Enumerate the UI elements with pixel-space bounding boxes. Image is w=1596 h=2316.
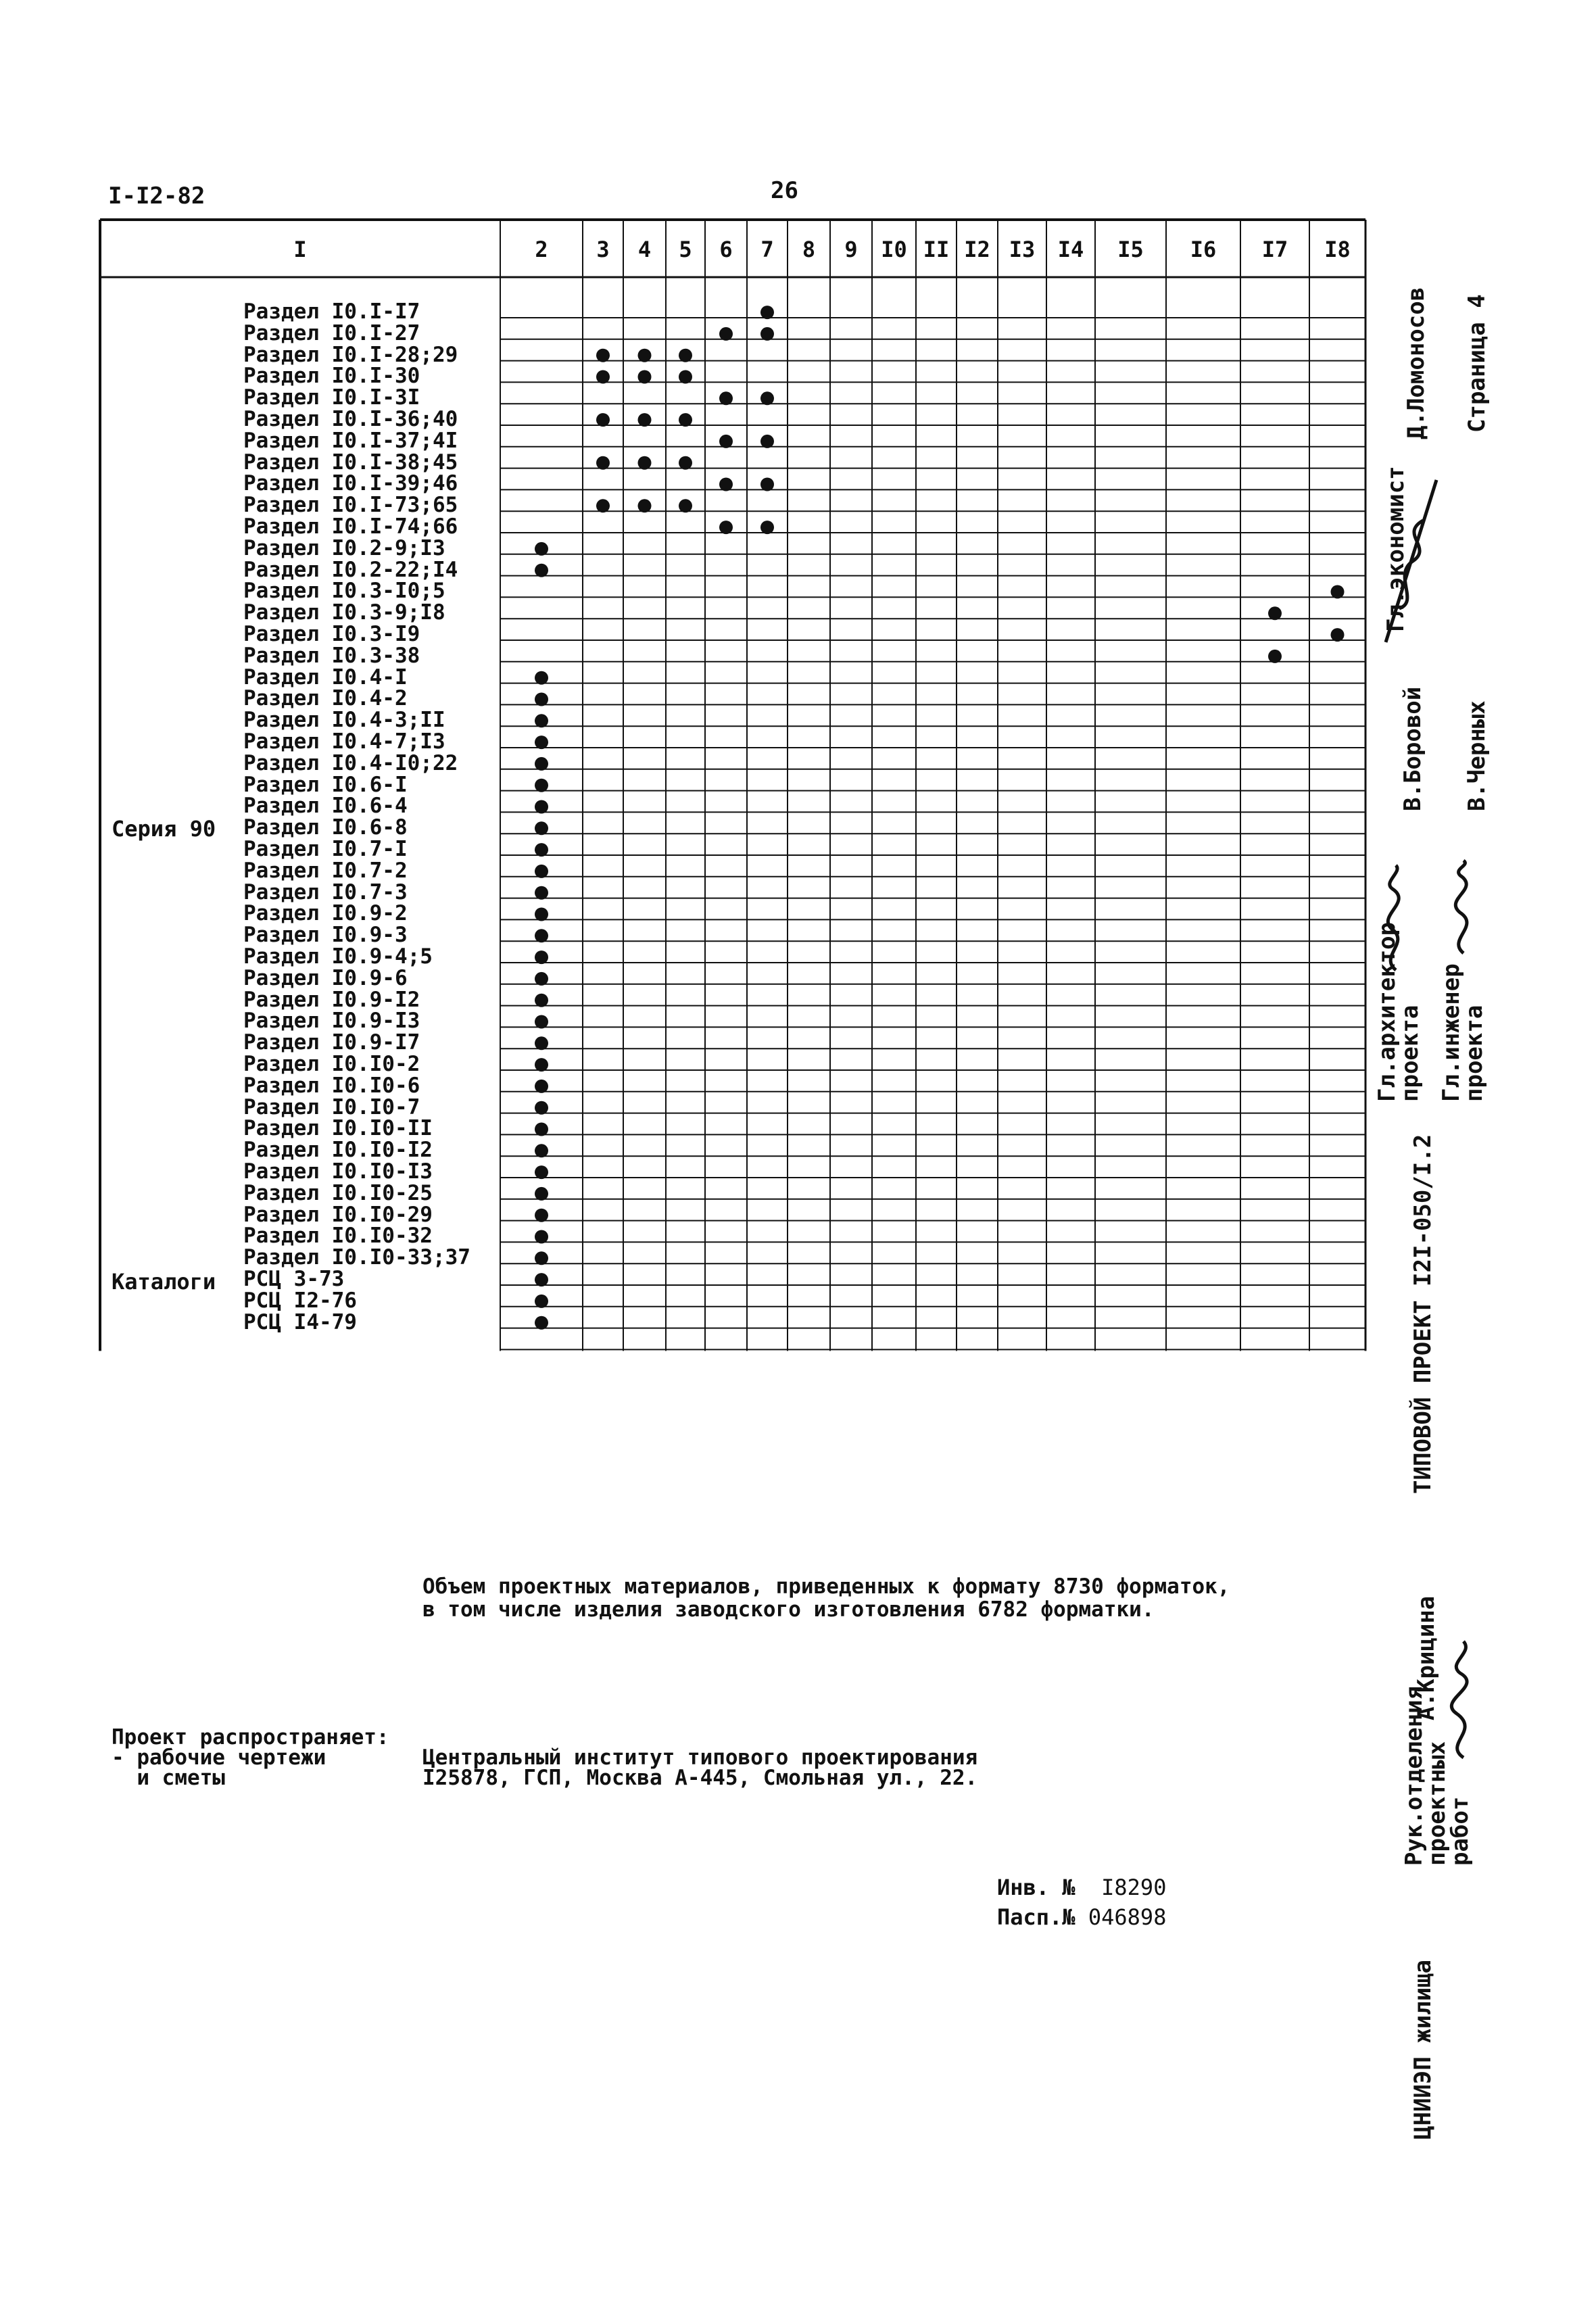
org-address: I25878, ГСП, Москва А-445, Смольная ул., 22. [422, 1766, 978, 1790]
table-mark-dot [535, 1144, 548, 1157]
table-row-label: Раздел I0.4-I0;22 [243, 750, 458, 775]
stamp-institute: ЦНИИЭП жилища [1409, 1959, 1436, 2140]
table-mark-dot [596, 499, 610, 512]
table-mark-dot [535, 757, 548, 771]
table-row-label: Раздел I0.I-73;65 [243, 493, 458, 518]
table-mark-dot [535, 1273, 548, 1286]
volume-note-line2: в том числе изделия заводского изготовления 6782 форматки. [422, 1597, 1155, 1622]
table-row-label: Раздел I0.9-I2 [243, 987, 420, 1012]
table-row-label: Раздел I0.I0-25 [243, 1180, 433, 1205]
doc-code: I-I2-82 [108, 183, 205, 210]
column-header: 9 [844, 237, 858, 262]
distribution-block [112, 1727, 389, 1788]
column-header: I4 [1057, 237, 1084, 262]
table-row-label: Раздел I0.I-30 [243, 364, 420, 389]
table-mark-dot [719, 391, 733, 405]
column-header: I [293, 237, 307, 262]
inventory-block [997, 1873, 1166, 1932]
table-row-label: Раздел I0.3-9;I8 [243, 600, 445, 625]
table-mark-dot [638, 413, 652, 427]
inv-value: I8290 [1101, 1875, 1167, 1900]
distribution-heading: Проект распространяет: [112, 1725, 389, 1750]
table-mark-dot [535, 1316, 548, 1330]
stamp-architect-title: Гл.архитектор проекта [1374, 921, 1424, 1102]
table-mark-dot [760, 327, 774, 341]
table-row-label: Раздел I0.9-3 [243, 923, 408, 948]
table-mark-dot [638, 456, 652, 470]
table-mark-dot [535, 779, 548, 792]
table-row-label: Раздел I0.7-3 [243, 879, 408, 904]
table-row-label: Раздел I0.6-8 [243, 815, 408, 840]
column-header: 6 [719, 237, 733, 262]
distribution-item-drawings: - рабочие чертежи [112, 1745, 327, 1770]
table-row-label: Раздел I0.I-28;29 [243, 342, 458, 367]
table-mark-dot [719, 478, 733, 491]
stamp-engineer-name: В.Черных [1464, 700, 1491, 811]
table-mark-dot [535, 1080, 548, 1093]
table-mark-dot [638, 370, 652, 384]
stamp-page-label: Страница 4 [1464, 294, 1491, 433]
table-row-label: Раздел I0.I0-6 [243, 1073, 420, 1098]
table-mark-dot [596, 370, 610, 384]
table-mark-dot [596, 349, 610, 362]
org-name: Центральный институт типового проектирования [422, 1745, 978, 1770]
table-mark-dot [535, 1015, 548, 1029]
table-mark-dot [596, 456, 610, 470]
table-mark-dot [679, 370, 692, 384]
table-row-label: Раздел I0.7-I [243, 837, 408, 861]
column-header: 3 [596, 237, 610, 262]
table-row-label: Раздел I0.I-36;40 [243, 407, 458, 431]
table-mark-dot [535, 564, 548, 577]
table-mark-dot [535, 1230, 548, 1244]
table-mark-dot [535, 1123, 548, 1136]
table-mark-dot [760, 306, 774, 319]
group-label-series: Серия 90 [112, 816, 216, 842]
table-row-label: Раздел I0.I-37;4I [243, 428, 458, 453]
table-row-label: Раздел I0.3-I0;5 [243, 579, 445, 604]
table-row-label: Раздел I0.I-38;45 [243, 450, 458, 475]
column-header: 5 [679, 237, 692, 262]
table-mark-dot [719, 327, 733, 341]
table-mark-dot [1331, 628, 1345, 642]
column-header: I8 [1324, 237, 1351, 262]
table-mark-dot [1268, 650, 1282, 663]
table-row-label: РСЦ 3-73 [243, 1267, 345, 1291]
signature-engineer [1440, 859, 1487, 960]
table-mark-dot [535, 908, 548, 921]
table-row-label: Раздел I0.I-74;66 [243, 514, 458, 539]
volume-note [422, 1575, 1230, 1621]
passport-value: 046898 [1088, 1904, 1167, 1930]
table-row-label: Раздел I0.4-I [243, 665, 408, 690]
table-mark-dot [535, 843, 548, 857]
table-row-label: Раздел I0.9-I7 [243, 1030, 420, 1055]
distributor-org [422, 1747, 977, 1788]
column-header: I3 [1009, 237, 1036, 262]
table-row-label: Раздел I0.I-3I [243, 385, 420, 410]
column-header: II [923, 237, 950, 262]
table-mark-dot [535, 1101, 548, 1115]
table-row-label: Раздел I0.4-2 [243, 686, 408, 711]
table-row-label: Раздел I0.2-22;I4 [243, 557, 458, 582]
table-mark-dot [535, 800, 548, 814]
table-row-label: Раздел I0.4-3;II [243, 708, 445, 733]
column-header: 7 [760, 237, 774, 262]
table-row-label: Раздел I0.I0-33;37 [243, 1245, 470, 1270]
table-row-label: Раздел I0.I0-2 [243, 1052, 420, 1076]
table-row-label: Раздел I0.I0-II [243, 1116, 433, 1141]
column-header: 8 [802, 237, 816, 262]
table-row-label: РСЦ I2-76 [243, 1288, 357, 1313]
table-mark-dot [535, 886, 548, 900]
table-mark-dot [679, 456, 692, 470]
page-number: 26 [771, 177, 798, 204]
inv-label: Инв. № [997, 1875, 1075, 1900]
table-mark-dot [679, 349, 692, 362]
table-row-label: Раздел I0.3-I9 [243, 622, 420, 646]
table-row-label: Раздел I0.9-I3 [243, 1009, 420, 1034]
table-row-label: Раздел I0.I0-32 [243, 1224, 433, 1249]
table-mark-dot [638, 349, 652, 362]
signature-architect [1372, 862, 1420, 977]
table-mark-dot [535, 542, 548, 556]
table-mark-dot [535, 1058, 548, 1071]
table-mark-dot [535, 1295, 548, 1308]
column-header: I0 [881, 237, 907, 262]
table-mark-dot [535, 735, 548, 749]
table-row-label: Раздел I0.I0-I3 [243, 1159, 433, 1184]
stamp-project-code: ТИПОВОЙ ПРОЕКТ I2I-050/I.2 [1409, 1134, 1436, 1494]
table-mark-dot [535, 693, 548, 706]
table-mark-dot [535, 929, 548, 942]
table-row-label: Раздел I0.I-27 [243, 320, 420, 345]
table-row-label: Раздел I0.I0-7 [243, 1094, 420, 1119]
table-row-label: Раздел I0.I-39;46 [243, 471, 458, 496]
table-row-label: Раздел I0.9-2 [243, 901, 408, 926]
signature-economist [1372, 473, 1447, 649]
table-mark-dot [535, 1036, 548, 1050]
column-header: 4 [637, 237, 652, 262]
distribution-item-estimates: и сметы [112, 1766, 225, 1790]
column-header: I2 [964, 237, 990, 262]
table-row-label: Раздел I0.7-2 [243, 858, 408, 883]
table-row-label: РСЦ I4-79 [243, 1309, 357, 1334]
stamp-economist-title: Гл.экономист [1382, 466, 1409, 632]
table-mark-dot [535, 1209, 548, 1222]
stamp-engineer-title: Гл.инженер проекта [1438, 963, 1488, 1102]
table-mark-dot [679, 413, 692, 427]
table-mark-dot [1331, 585, 1345, 599]
table-mark-dot [535, 821, 548, 835]
table-row-label: Раздел I0.3-38 [243, 643, 420, 668]
table-row-label: Раздел I0.I-I7 [243, 299, 420, 324]
stamp-dept-title: Рук.отделения проектных работ [1401, 1685, 1474, 1866]
column-header: I7 [1261, 237, 1288, 262]
stamp-economist-name: Д.Ломоносов [1403, 287, 1430, 439]
table-mark-dot [535, 865, 548, 878]
table-mark-dot [535, 1251, 548, 1265]
table-row-label: Раздел I0.I0-29 [243, 1202, 433, 1227]
table-mark-dot [638, 499, 652, 512]
column-header: I6 [1190, 237, 1217, 262]
passport-label: Пасп.№ [997, 1904, 1075, 1930]
table-row-label: Раздел I0.4-7;I3 [243, 729, 445, 754]
table-mark-dot [719, 435, 733, 448]
table-mark-dot [719, 521, 733, 534]
table-mark-dot [760, 521, 774, 534]
stamp-dept-name: А.Крицина [1413, 1595, 1440, 1720]
table-row-label: Раздел I0.2-9;I3 [243, 535, 445, 560]
table-mark-dot [535, 714, 548, 727]
signature-dept [1433, 1636, 1494, 1764]
table-mark-dot [535, 950, 548, 964]
table-mark-dot [679, 499, 692, 512]
table-mark-dot [596, 413, 610, 427]
table-mark-dot [535, 972, 548, 986]
table-mark-dot [760, 435, 774, 448]
table-mark-dot [1268, 606, 1282, 620]
table-mark-dot [760, 478, 774, 491]
column-header: I5 [1117, 237, 1144, 262]
group-label-catalogs: Каталоги [112, 1269, 216, 1295]
stamp-architect-name: В.Боровой [1399, 686, 1426, 811]
table-row-label: Раздел I0.9-6 [243, 965, 408, 990]
table-row-label: Раздел I0.6-I [243, 772, 408, 797]
table-mark-dot [535, 671, 548, 685]
table-row-label: Раздел I0.9-4;5 [243, 944, 433, 969]
table-row-label: Раздел I0.6-4 [243, 794, 408, 819]
volume-note-line1: Объем проектных материалов, приведенных к формату 8730 форматок, [422, 1574, 1230, 1599]
table-row-label: Раздел I0.I0-I2 [243, 1138, 433, 1163]
table-mark-dot [760, 391, 774, 405]
table-mark-dot [535, 994, 548, 1007]
table-mark-dot [535, 1165, 548, 1179]
column-header: 2 [535, 237, 548, 262]
table-mark-dot [535, 1187, 548, 1201]
